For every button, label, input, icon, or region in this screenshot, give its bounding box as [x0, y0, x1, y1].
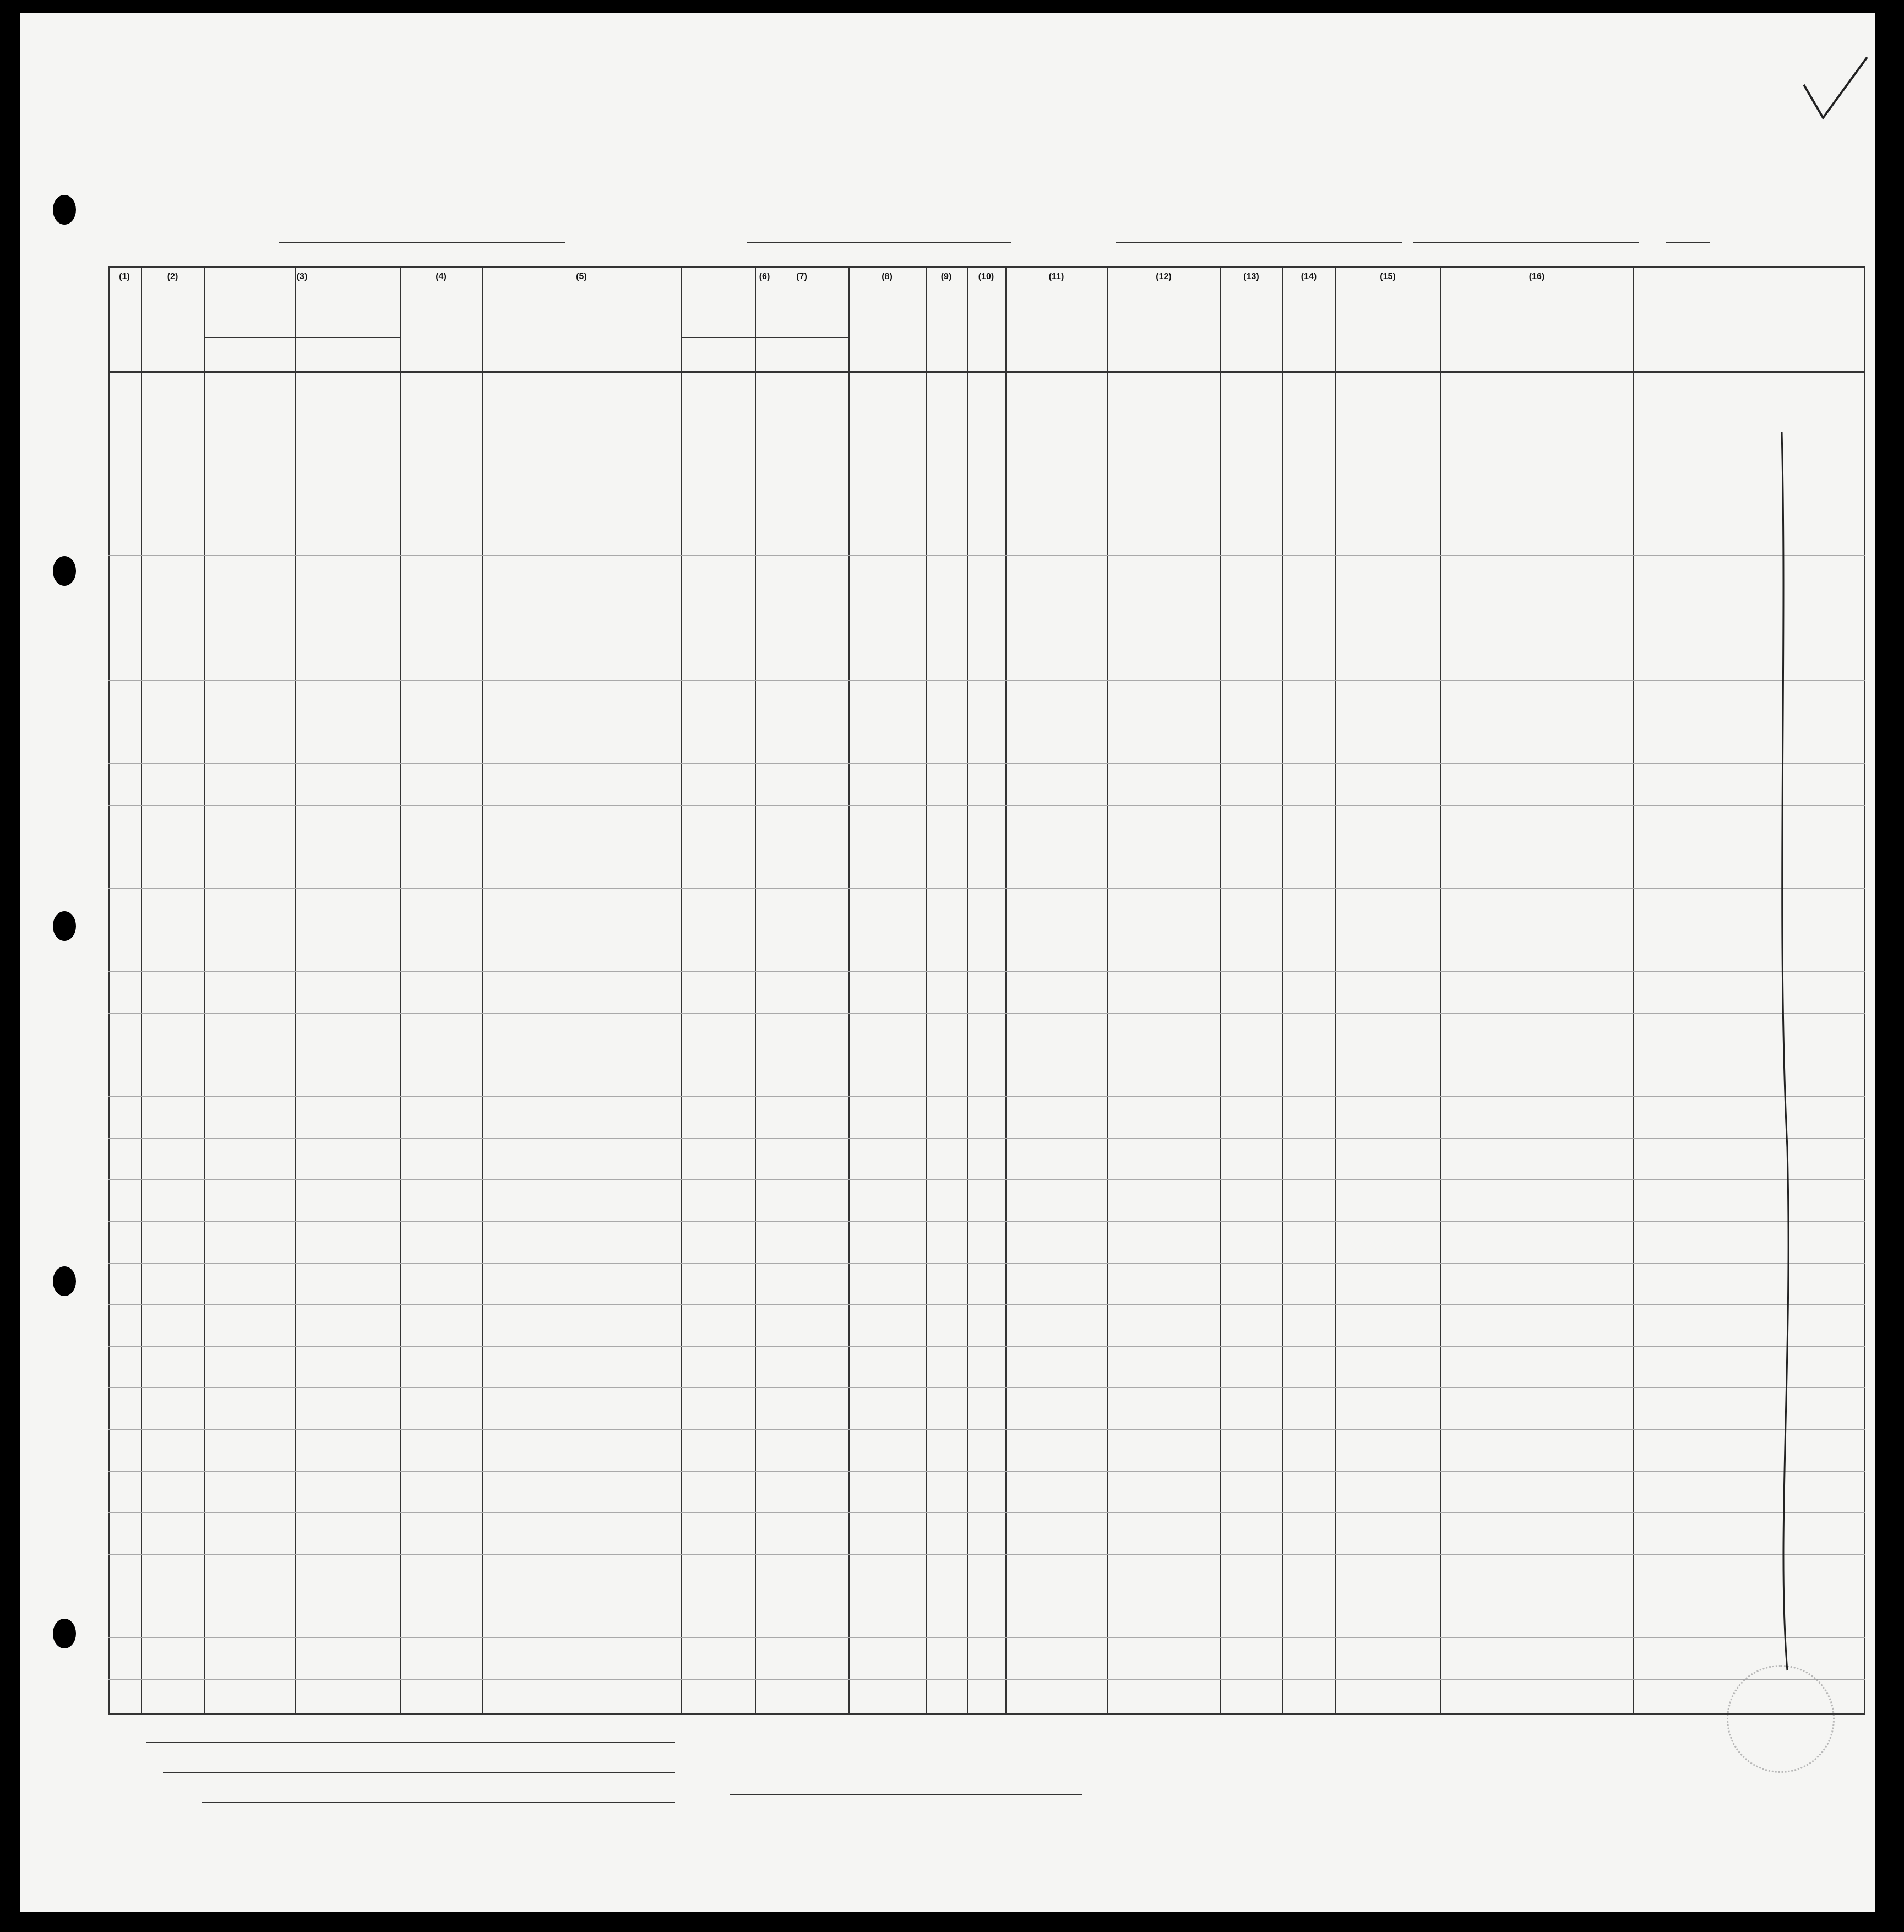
punch-hole	[53, 911, 76, 941]
column-divider	[1440, 266, 1441, 1715]
row-line	[108, 1138, 1865, 1139]
row-line	[108, 1554, 1865, 1555]
row-line	[108, 1179, 1865, 1180]
punch-hole	[53, 1266, 76, 1296]
row-line	[108, 1512, 1865, 1513]
column-divider	[967, 266, 968, 1715]
column-divider	[295, 266, 296, 1715]
row-line	[108, 1471, 1865, 1472]
row-line	[108, 1263, 1865, 1264]
column-number: (4)	[436, 272, 447, 281]
column-divider	[482, 266, 483, 1715]
row-line	[108, 1387, 1865, 1388]
column-divider	[1335, 266, 1336, 1715]
column-number: (10)	[978, 272, 994, 281]
punch-hole	[53, 195, 76, 225]
column-divider	[755, 266, 756, 1715]
crew-table	[108, 266, 1865, 1715]
name-subheader-line	[204, 337, 400, 338]
column-divider	[1633, 266, 1634, 1715]
row-line	[108, 1429, 1865, 1430]
row-line	[108, 1096, 1865, 1097]
row-line	[108, 1304, 1865, 1305]
column-divider	[848, 266, 850, 1715]
row-line	[108, 971, 1865, 972]
row-line	[108, 1221, 1865, 1222]
column-number: (11)	[1048, 272, 1064, 281]
punch-hole	[53, 1619, 76, 1648]
column-divider	[1005, 266, 1007, 1715]
column-divider	[1282, 266, 1283, 1715]
column-divider	[204, 266, 205, 1715]
row-line	[108, 888, 1865, 889]
column-divider	[926, 266, 927, 1715]
shipped-subheader-line	[681, 337, 848, 338]
row-line	[108, 1346, 1865, 1347]
column-divider	[1220, 266, 1221, 1715]
column-number: (1)	[119, 272, 130, 281]
row-line	[108, 1013, 1865, 1014]
row-line	[108, 805, 1865, 806]
column-number: (14)	[1301, 272, 1317, 281]
column-number: (16)	[1528, 272, 1545, 281]
column-number: (6)	[759, 272, 770, 281]
table-border	[108, 266, 1865, 1715]
column-divider	[400, 266, 401, 1715]
column-number: (5)	[576, 272, 587, 281]
column-number: (15)	[1380, 272, 1396, 281]
column-number: (3)	[296, 272, 308, 281]
column-divider	[681, 266, 682, 1715]
manifest-sheet	[20, 13, 1875, 1912]
row-line	[108, 1637, 1865, 1638]
inspector-line	[1771, 432, 1804, 1676]
row-line	[108, 1679, 1865, 1680]
header-divider	[108, 371, 1865, 373]
column-number: (12)	[1156, 272, 1172, 281]
row-line	[108, 555, 1865, 556]
inspection-stamp	[1727, 1665, 1835, 1773]
column-number: (7)	[796, 272, 807, 281]
column-number: (2)	[167, 272, 178, 281]
column-divider	[1107, 266, 1108, 1715]
punch-hole	[53, 556, 76, 586]
row-line	[108, 680, 1865, 681]
row-line	[108, 763, 1865, 764]
column-number: (13)	[1243, 272, 1259, 281]
column-divider	[141, 266, 142, 1715]
column-number: (9)	[940, 272, 952, 281]
check-mark-icon	[1798, 52, 1870, 129]
column-number: (8)	[882, 272, 893, 281]
